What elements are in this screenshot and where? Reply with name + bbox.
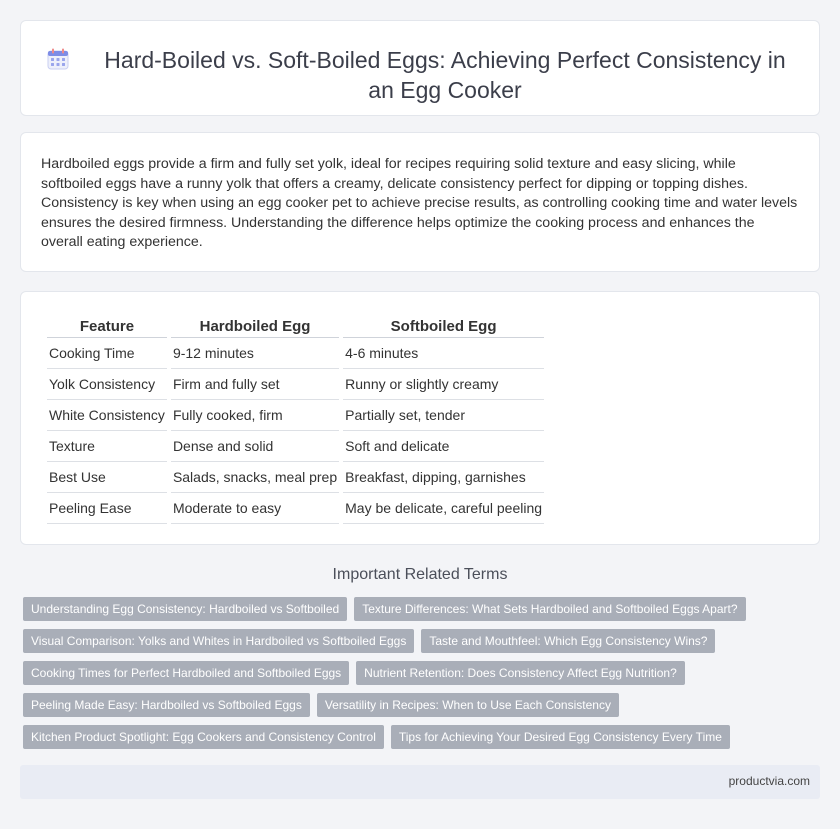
- table-cell: 4-6 minutes: [343, 338, 544, 369]
- header-card: [20, 20, 820, 116]
- table-cell: 9-12 minutes: [171, 338, 339, 369]
- column-header: Hardboiled Egg: [171, 315, 339, 338]
- related-term-tag[interactable]: Kitchen Product Spotlight: Egg Cookers and Consistency Control: [23, 725, 384, 749]
- table-cell: Fully cooked, firm: [171, 400, 339, 431]
- tag-row: [23, 725, 823, 749]
- table-cell: Dense and solid: [171, 431, 339, 462]
- table-cell: Yolk Consistency: [47, 369, 167, 400]
- table-header-row: [47, 315, 544, 338]
- footer: [20, 765, 820, 799]
- related-term-tag[interactable]: Texture Differences: What Sets Hardboiled and Softboiled Eggs Apart?: [354, 597, 745, 621]
- table-row: [47, 369, 544, 400]
- related-terms-title: Important Related Terms: [332, 566, 508, 583]
- table-cell: Peeling Ease: [47, 493, 167, 524]
- related-term-tag[interactable]: Visual Comparison: Yolks and Whites in Hardboiled vs Softboiled Eggs: [23, 629, 414, 653]
- table-cell: Moderate to easy: [171, 493, 339, 524]
- related-term-tag[interactable]: Tips for Achieving Your Desired Egg Consistency Every Time: [391, 725, 730, 749]
- footer-site-link[interactable]: productvia.com: [728, 774, 810, 788]
- table-cell: Soft and delicate: [343, 431, 544, 462]
- tag-row: [23, 597, 823, 621]
- table-row: [47, 431, 544, 462]
- table-row: [47, 462, 544, 493]
- table-cell: Cooking Time: [47, 338, 167, 369]
- summary-card: [20, 132, 820, 272]
- table-cell: White Consistency: [47, 400, 167, 431]
- column-header: Softboiled Egg: [343, 315, 544, 338]
- tag-row: [23, 629, 823, 653]
- related-terms-list: [23, 597, 823, 757]
- related-term-tag[interactable]: Nutrient Retention: Does Consistency Affect Egg Nutrition?: [356, 661, 685, 685]
- table-row: [47, 493, 544, 524]
- table-cell: Runny or slightly creamy: [343, 369, 544, 400]
- related-term-tag[interactable]: Cooking Times for Perfect Hardboiled and Softboiled Eggs: [23, 661, 349, 685]
- column-header: Feature: [47, 315, 167, 338]
- page-title: Hard-Boiled vs. Soft-Boiled Eggs: Achieving Perfect Consistency in an Egg Cooker: [104, 47, 786, 103]
- table-cell: Salads, snacks, meal prep: [171, 462, 339, 493]
- tag-row: [23, 661, 823, 685]
- table-cell: Best Use: [47, 462, 167, 493]
- related-term-tag[interactable]: Taste and Mouthfeel: Which Egg Consistency Wins?: [421, 629, 715, 653]
- related-term-tag[interactable]: Peeling Made Easy: Hardboiled vs Softboiled Eggs: [23, 693, 310, 717]
- table-cell: Texture: [47, 431, 167, 462]
- table-row: [47, 338, 544, 369]
- table-row: [47, 400, 544, 431]
- table-cell: May be delicate, careful peeling: [343, 493, 544, 524]
- tag-row: [23, 693, 823, 717]
- table-cell: Firm and fully set: [171, 369, 339, 400]
- table-cell: Breakfast, dipping, garnishes: [343, 462, 544, 493]
- related-term-tag[interactable]: Versatility in Recipes: When to Use Each Consistency: [317, 693, 619, 717]
- summary-text: Hardboiled eggs provide a firm and fully set yolk, ideal for recipes requiring solid texture and easy slicing, while softboiled eggs have a runny yolk that offers a creamy, delicate consistency perfect for dipping or topping dishes. Consistency is key when using an egg cooker pet to achieve precise results, as controlling cooking time and water levels ensures the desired firmness. Understanding the difference helps optimize the cooking process and enhances the overall eating experience.: [41, 156, 798, 251]
- table-cell: Partially set, tender: [343, 400, 544, 431]
- comparison-table: [43, 315, 548, 524]
- title-wrap: [51, 45, 799, 105]
- comparison-table-card: [20, 291, 820, 545]
- related-term-tag[interactable]: Understanding Egg Consistency: Hardboiled vs Softboiled: [23, 597, 347, 621]
